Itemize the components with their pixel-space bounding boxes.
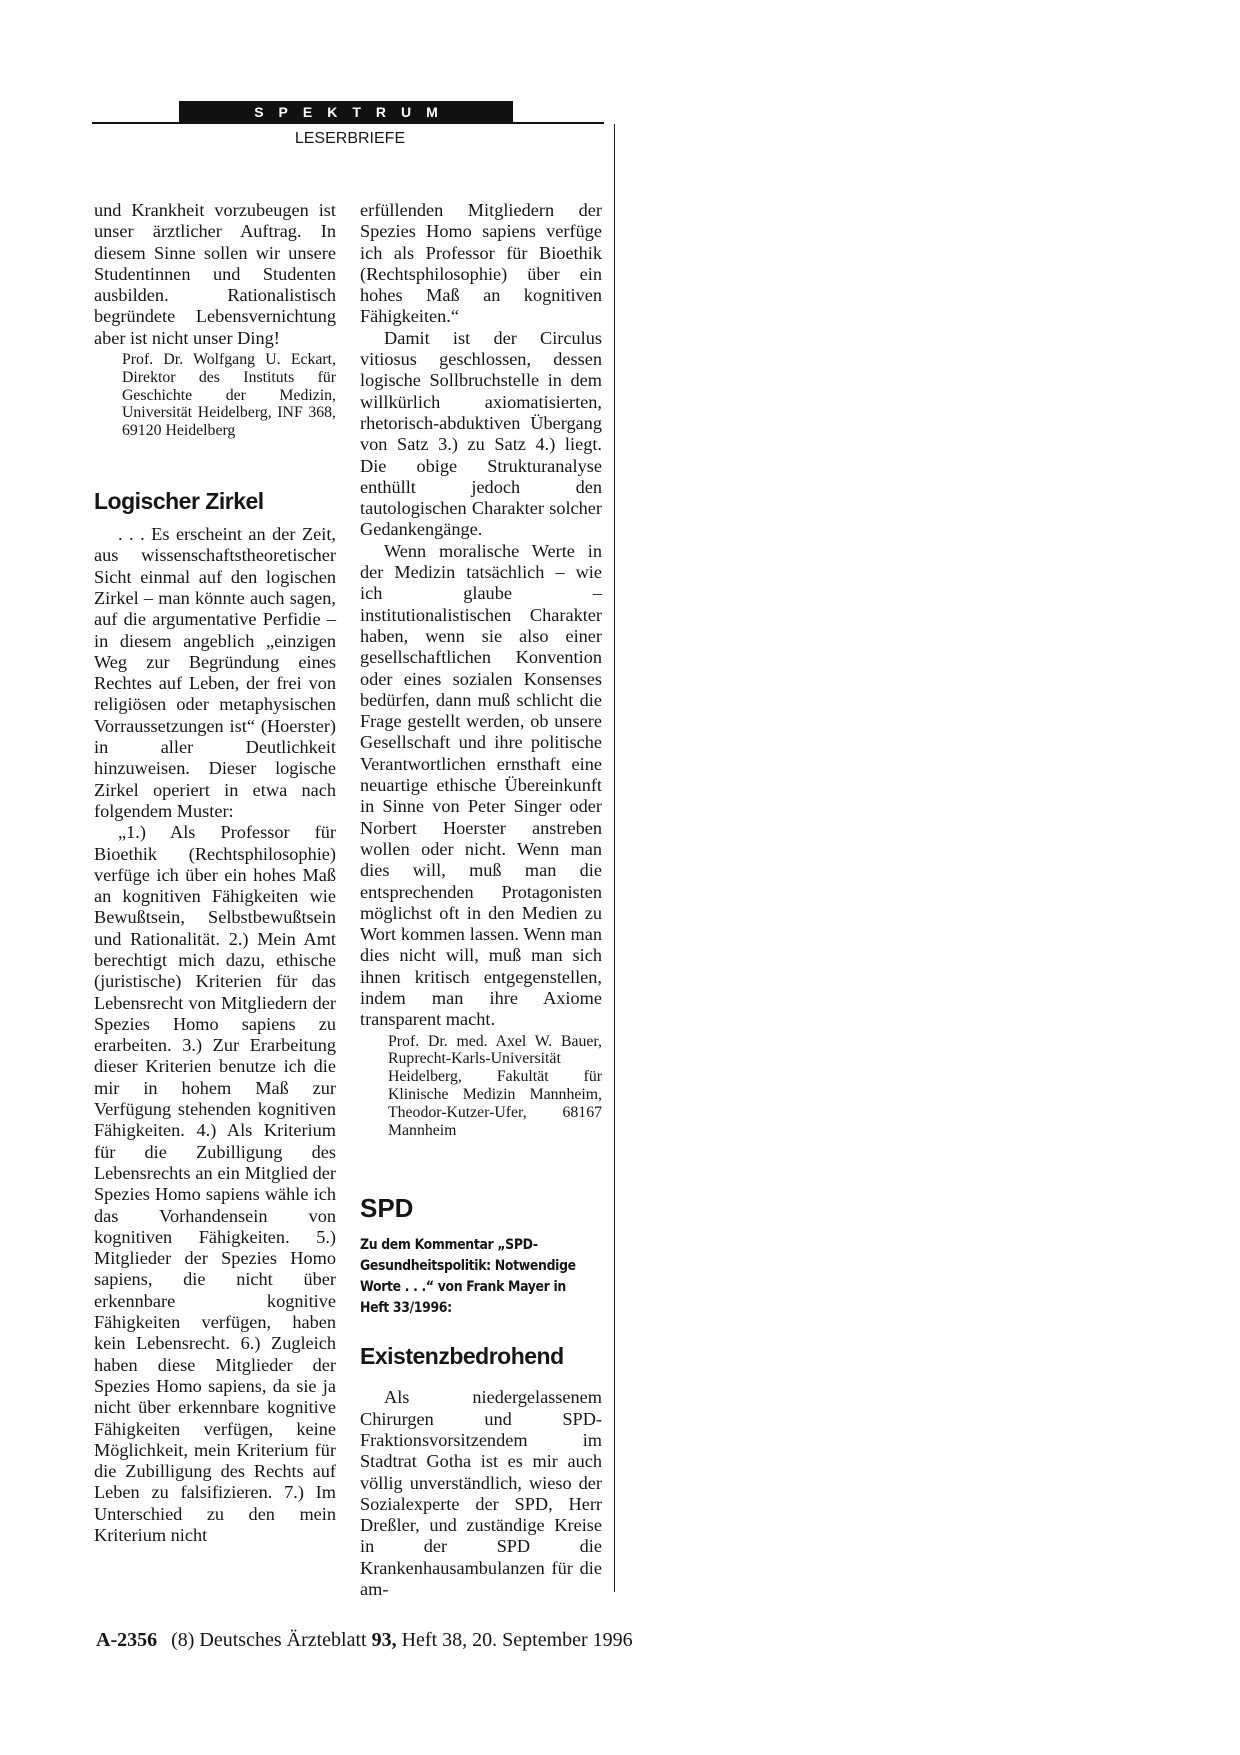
letter-paragraph: Wenn moralische Werte in der Medizin tatsächlich – wie ich glaube – institutionalistischen Charakter haben, wenn sie also einer gesellschaftlichen Konvention oder eines sozialen Konsenses bedürfen, dann muß schlicht die Frage gestellt werden, ob unsere Gesellschaft und ihre politische Verantwortlichen ernsthaft eine neuartige ethische Übereinkunft in Sinne von Peter Singer oder Norbert Hoerster anstreben wollen oder nicht. Wenn man dies will, muß man die entsprechenden Protagonisten möglichst oft in den Medien zu Wort kommen lassen. Wenn man dies nicht will, muß man sich ihnen kritisch entgegenstellen, indem man ihre Axiome transparent macht. [360,540,602,1030]
column-divider [614,124,615,1592]
page-code: A-2356 [96,1629,158,1651]
letter-paragraph: „1.) Als Professor für Bioethik (Rechtsphilosophie) verfüge ich über ein hohes Maß an kognitiven Fähigkeiten wie Bewußtsein, Selbstbewußtsein und Rationalität. 2.) Mein Amt berechtigt mich dazu, ethische (juristische) Kriterien für das Lebensrecht von Mitgliedern der Spezies Homo sapiens zu erarbeiten. 3.) Zur Erarbeitung dieser Kriterien benutze ich die mir in hohem Maß zur Verfügung stehenden kognitiven Fähigkeiten. 4.) Als Kriterium für die Zubilligung des Lebensrechts an ein Mitglied der Spezies Homo sapiens wähle ich das Vorhandensein von kognitiven Fähigkeiten. 5.) Mitglieder der Spezies Homo sapiens, die nicht über erkennbare kognitive Fähigkeiten verfügen, haben kein Lebensrecht. 6.) Zugleich haben diese Mitglieder der Spezies Homo sapiens, da sie ja nicht über erkennbare kognitive Fähigkeiten verfügen, keine Möglichkeit, mein Kriterium für die Zubilligung des Rechts auf Leben zu falsifizieren. 7.) Im Unterschied zu den mein Kriterium nicht [94,822,336,1546]
header-rule [92,122,604,124]
left-column [94,200,336,1546]
journal-name: (8) Deutsches Ärzteblatt [171,1629,367,1651]
letter-paragraph: Als niedergelassenem Chirurgen und SPD-Fraktionsvorsitzendem im Stadtrat Gotha ist es mir auch völlig unverständlich, wieso der Sozialexperte der SPD, Herr Dreßler, und zuständige Kreise in der SPD die Krankenhausambulanzen für die am- [360,1387,602,1600]
letter-signature: Prof. Dr. med. Axel W. Bauer, Ruprecht-Karls-Universität Heidelberg, Fakultät für Klinische Medizin Mannheim, Theodor-Kutzer-Ufer, 68167 Mannheim [388,1032,602,1139]
reference-kicker: Zu dem Kommentar „SPD-Gesundheitspolitik: Notwendige Worte . . .“ von Frank Mayer in Heft 33/1996: [360,1237,576,1317]
letter-heading: Existenzbedrohend [360,1343,564,1370]
letter-paragraph: Damit ist der Circulus vitiosus geschlossen, dessen logische Sollbruchstelle in dem willkürlich axiomatisierten, rhetorisch-abduktiven Übergang von Satz 3.) zu Satz 4.) liegt. Die obige Strukturanalyse enthüllt jedoch den tautologischen Charakter solcher Gedankengänge. [360,327,602,540]
letter-text: und Krankheit vorzubeugen ist unser ärztlicher Auftrag. In diesem Sinne sollen wir unsere Studentinnen und Studenten ausbilden. Rationalistisch begründete Lebensvernichtung aber ist nicht unser Ding! [94,200,336,348]
topic-heading: SPD [360,1193,414,1224]
letter-signature: Prof. Dr. Wolfgang U. Eckart, Direktor des Instituts für Geschichte der Medizin, Universität Heidelberg, INF 368, 69120 Heidelberg [122,351,336,440]
section-banner: SPEKTRUM [179,101,513,123]
right-column [360,200,602,1600]
volume-number: 93, [371,1629,397,1651]
page-footer [96,1628,633,1652]
letter-paragraph: . . . Es erscheint an der Zeit, aus wissenschaftstheoretischer Sicht einmal auf den logischen Zirkel – man könnte auch sagen, auf die argumentative Perfidie – in diesem angeblich „einzigen Weg zur Begründung eines Rechtes auf Leben, der frei von religiösen oder metaphysischen Vorraussetzungen ist“ (Hoerster) in aller Deutlichkeit hinzuweisen. Dieser logische Zirkel operiert in etwa nach folgendem Muster: [94,524,336,821]
letter-heading: Logischer Zirkel [94,488,264,515]
issue-date: Heft 38, 20. September 1996 [401,1629,633,1651]
section-subtitle: LESERBRIEFE [294,130,406,147]
letter-paragraph: erfüllenden Mitgliedern der Spezies Homo sapiens verfüge ich als Professor für Bioethik (Rechtsphilosophie) über ein hohes Maß an kognitiven Fähigkeiten.“ [360,200,602,327]
